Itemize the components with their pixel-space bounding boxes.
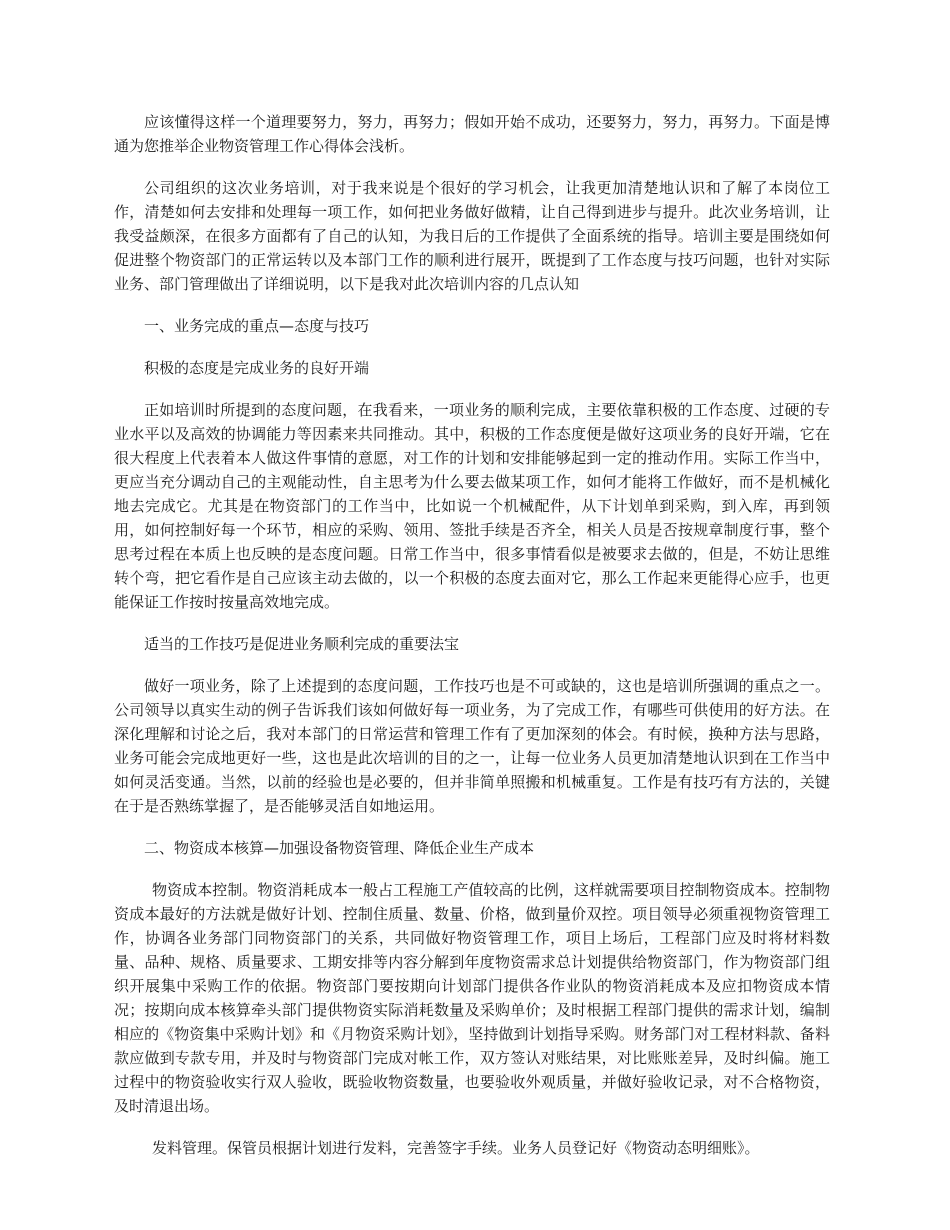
skills-paragraph: 做好一项业务，除了上述提到的态度问题，工作技巧也是不可或缺的，这也是培训所强调的重点之一。公司领导以真实生动的例子告诉我们该如何做好每一项业务，为了完成工作，有哪些可供使用的好方法。在深化理解和讨论之后，我对本部门的日常运营和管理工作有了更加深刻的体会。有时候，换种方法与思路，业务可能会完成地更好一些，这也是此次培训的目的之一，让每一位业务人员更加清楚地认识到在工作当中如何灵活变通。当然，以前的经验也是必要的，但并非简单照搬和机械重复。工作是有技巧有方法的，关键在于是否熟练掌握了，是否能够灵活自如地运用。	[114, 677, 830, 815]
document-body	[114, 110, 830, 1178]
section-heading-2: 二、物资成本核算—加强设备物资管理、降低企业生产成本	[144, 839, 535, 857]
issuing-management-paragraph: 发料管理。保管员根据计划进行发料，完善签字手续。业务人员登记好《物资动态明细账》。	[152, 1139, 760, 1157]
section-heading-1: 一、业务完成的重点—态度与技巧	[144, 317, 370, 335]
intro-paragraph: 应该懂得这样一个道理要努力，努力，再努力；假如开始不成功，还要努力，努力，再努力。下面是博通为您推举企业物资管理工作心得体会浅析。	[114, 113, 830, 155]
subheading-attitude: 积极的态度是完成业务的良好开端	[144, 359, 370, 377]
cost-control-paragraph: 物资成本控制。物资消耗成本一般占工程施工产值较高的比例，这样就需要项目控制物资成本。控制物资成本最好的方法就是做好计划、控制住质量、数量、价格，做到量价双控。项目领导必须重视物资管理工作，协调各业务部门同物资部门的关系，共同做好物资管理工作，项目上场后，工程部门应及时将材料数量、品种、规格、质量要求、工期安排等内容分解到年度物资需求总计划提供给物资部门，作为物资部门组织开展集中采购工作的依据。物资部门要按期向计划部门提供各作业队的物资消耗成本及应扣物资成本情况；按期向成本核算牵头部门提供物资实际消耗数量及采购单价；及时根据工程部门提供的需求计划，编制相应的《物资集中采购计划》和《月物资采购计划》，坚持做到计划指导采购。财务部门对工程材料款、备料款应做到专款专用，并及时与物资部门完成对帐工作，双方签认对账结果，对比账账差异，及时纠偏。施工过程中的物资验收实行双人验收，既验收物资数量，也要验收外观质量，并做好验收记录，对不合格物资，及时清退出场。	[114, 881, 830, 1115]
subheading-skills: 适当的工作技巧是促进业务顺利完成的重要法宝	[144, 635, 460, 653]
attitude-paragraph: 正如培训时所提到的态度问题，在我看来，一项业务的顺利完成，主要依靠积极的工作态度、过硬的专业水平以及高效的协调能力等因素来共同推动。其中，积极的工作态度便是做好这项业务的良好开端，它在很大程度上代表着本人做这件事情的意愿，对工作的计划和安排能够起到一定的推动作用。实际工作当中，更应当充分调动自己的主观能动性，自主思考为什么要去做某项工作，如何才能将工作做好，而不是机械化地去完成它。尤其是在物资部门的工作当中，比如说一个机械配件，从下计划单到采购，到入库，再到领用，如何控制好每一个环节，相应的采购、领用、签批手续是否齐全，相关人员是否按规章制度行事，整个思考过程在本质上也反映的是态度问题。日常工作当中，很多事情看似是被要求去做的，但是，不妨让思维转个弯，把它看作是自己应该主动去做的，以一个积极的态度去面对它，那么工作起来更能得心应手，也更能保证工作按时按量高效地完成。	[114, 401, 830, 611]
training-overview-paragraph: 公司组织的这次业务培训，对于我来说是个很好的学习机会，让我更加清楚地认识和了解了本岗位工作，清楚如何去安排和处理每一项工作，如何把业务做好做精，让自己得到进步与提升。此次业务培训，让我受益颇深，在很多方面都有了自己的认知，为我日后的工作提供了全面系统的指导。培训主要是围绕如何促进整个物资部门的正常运转以及本部门工作的顺利进行展开，既提到了工作态度与技巧问题，也针对实际业务、部门管理做出了详细说明，以下是我对此次培训内容的几点认知	[114, 179, 830, 293]
